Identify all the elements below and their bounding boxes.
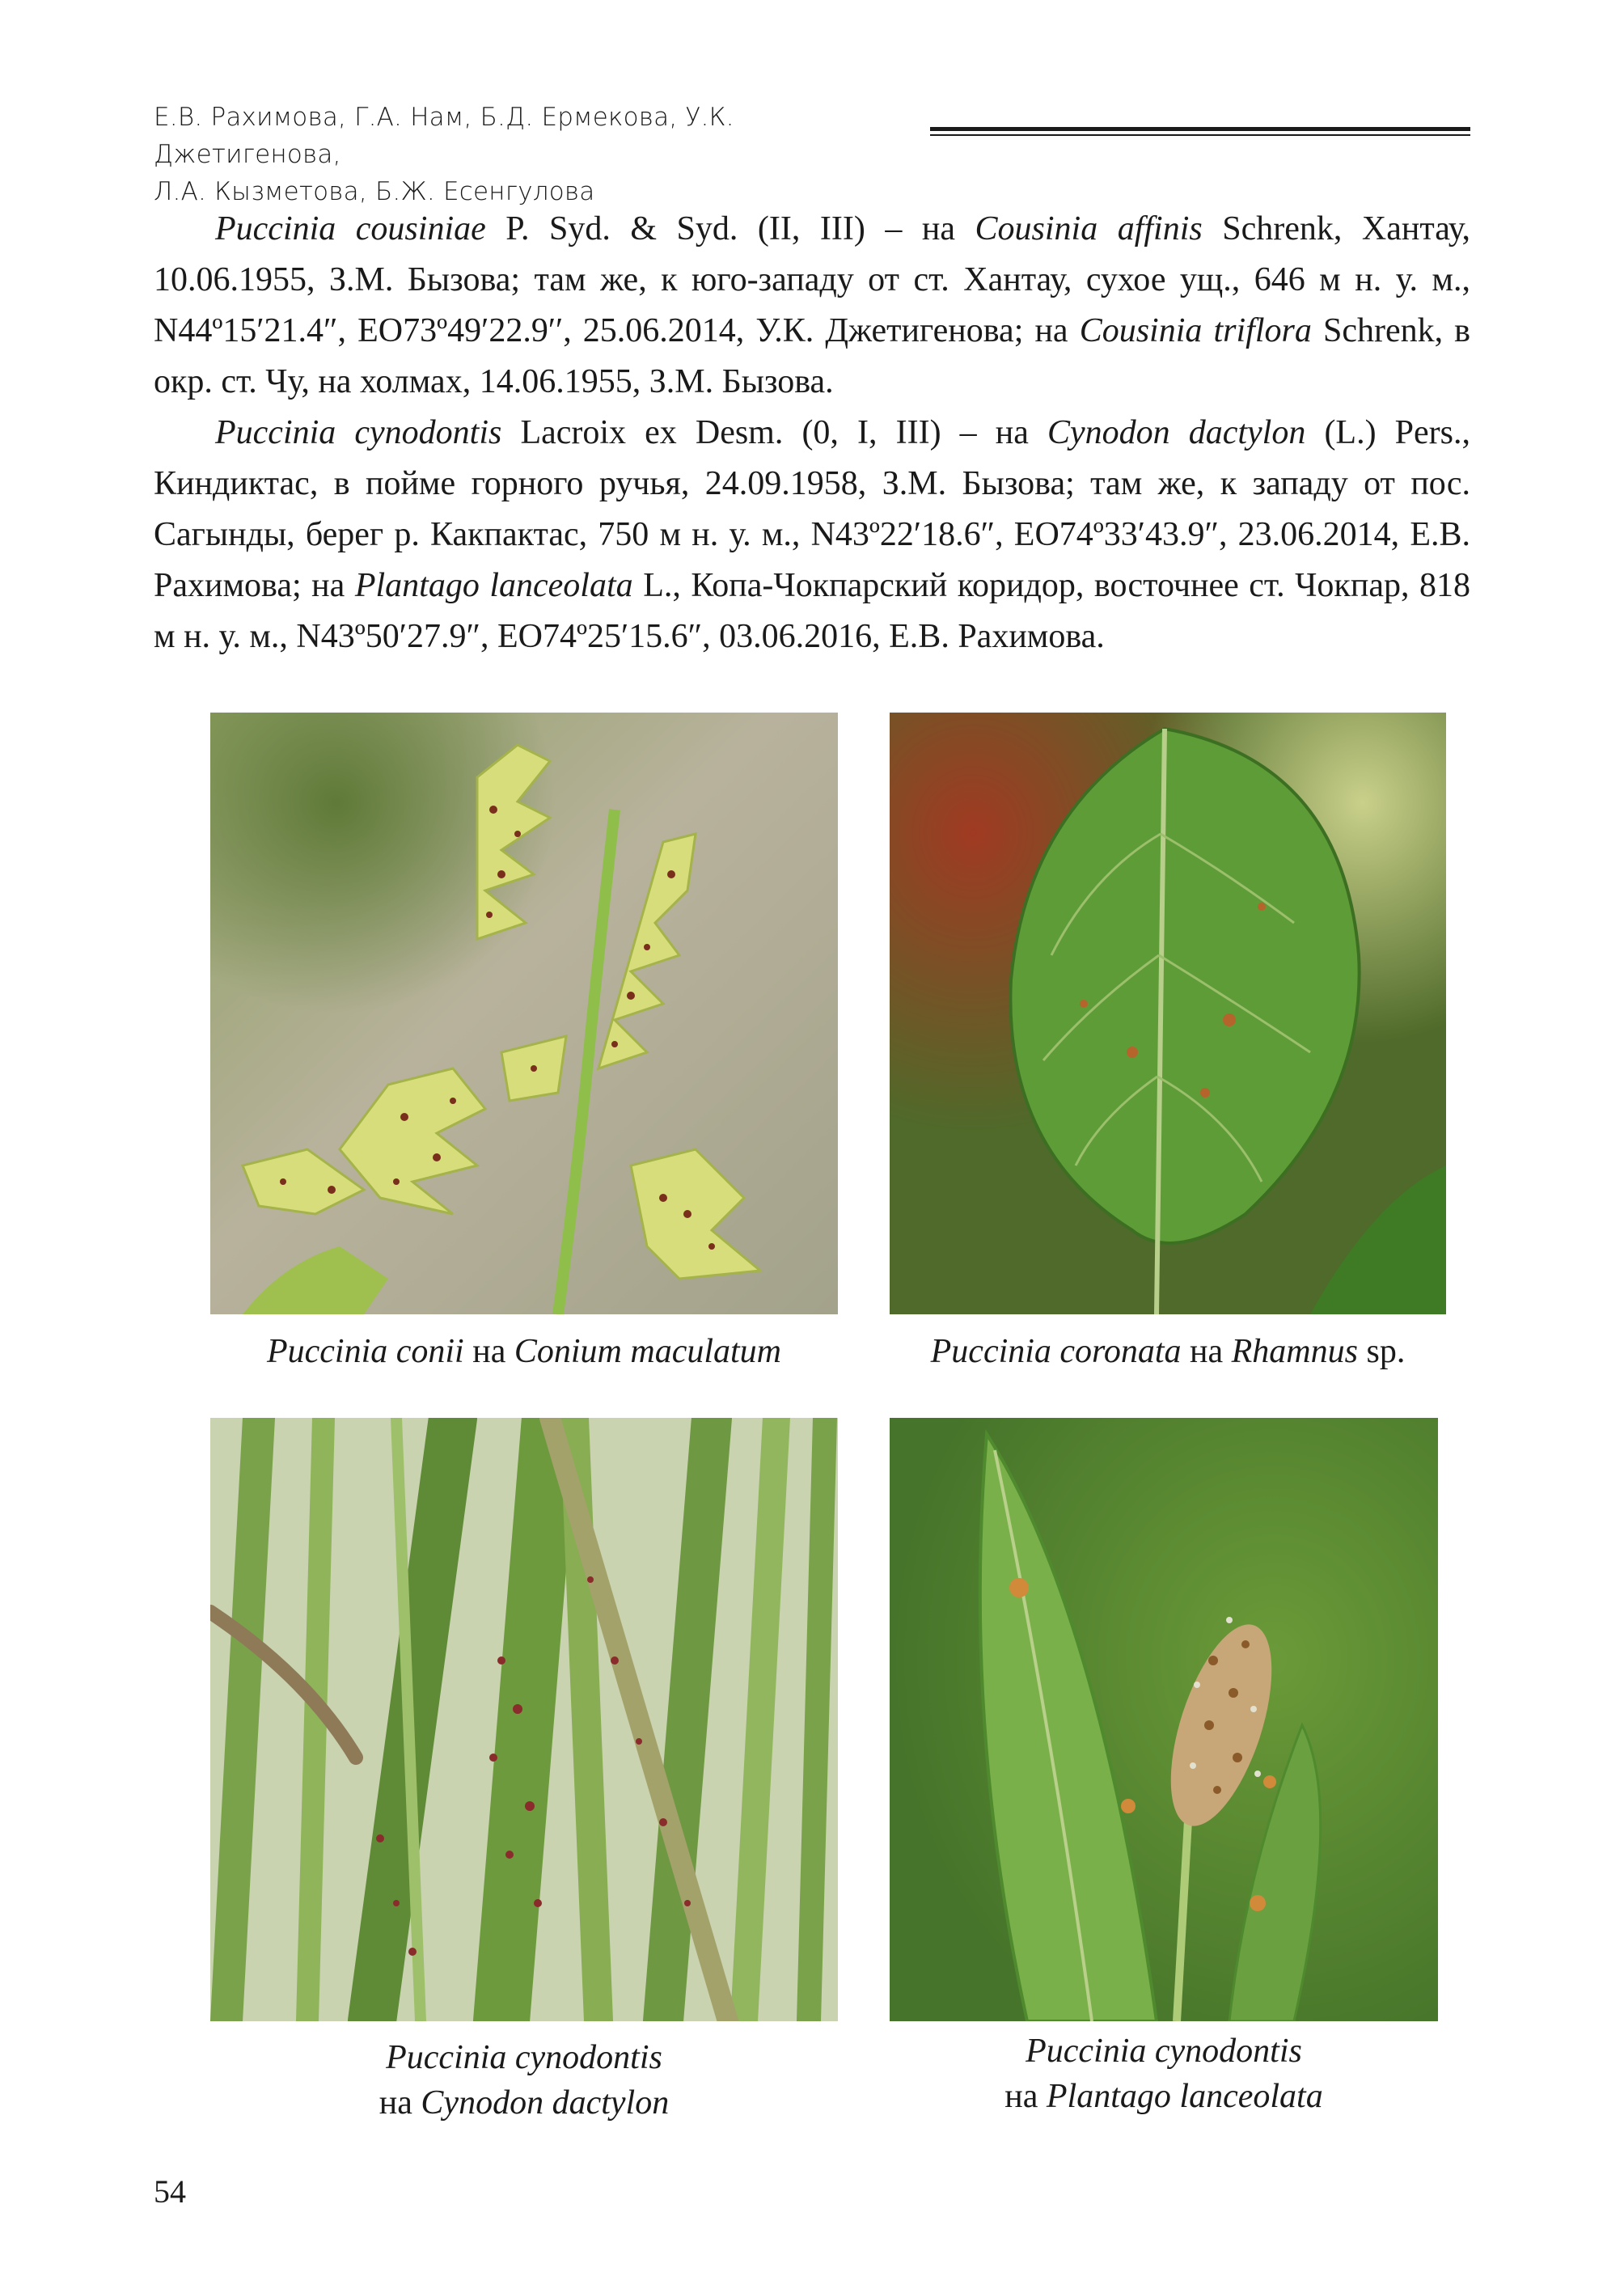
figure-caption-1 xyxy=(210,1329,838,1374)
species-name: Puccinia cousiniae xyxy=(215,210,486,247)
caption-connector: на xyxy=(379,2084,421,2122)
caption-host: Plantago lanceolata xyxy=(1046,2078,1323,2115)
species-name: Puccinia cynodontis xyxy=(215,414,502,451)
body-text xyxy=(154,204,1470,662)
species-authority: P. Syd. & Syd. (II, III) – на xyxy=(485,210,975,247)
caption-connector: на xyxy=(1004,2078,1047,2115)
photo-cynodon-dactylon xyxy=(210,1418,838,2021)
caption-species: Puccinia conii xyxy=(266,1333,464,1370)
caption-species: Puccinia cynodontis xyxy=(386,2039,662,2076)
caption-host: Conium maculatum xyxy=(514,1333,782,1370)
authors-line-1: Е.В. Рахимова, Г.А. Нам, Б.Д. Ермекова, У.К. Джетигенова, xyxy=(154,103,734,169)
host-name: Cousinia triflora xyxy=(1079,312,1312,349)
photo-plantago-lanceolata xyxy=(890,1418,1438,2021)
caption-suffix: sp. xyxy=(1357,1333,1406,1370)
figure-caption-4 xyxy=(890,2029,1438,2119)
host-name: Cousinia affinis xyxy=(975,210,1203,247)
record-text: Schrenk, Хантау, 10.06.1955, З.М. Бызова; там же, к юго-западу от ст. Хантау, сухое ущ., 646 м н. у. м., N44º15′21.4″, EO73º49′22.9′′, 25.06.2014, У.К. Джетигенова; на xyxy=(154,210,1471,349)
figure-caption-2 xyxy=(890,1329,1446,1374)
caption-species: Puccinia coronata xyxy=(930,1333,1182,1370)
header-double-rule xyxy=(930,127,1470,137)
photo-rhamnus xyxy=(890,713,1446,1314)
paragraph-puccinia-cousiniae xyxy=(154,204,1470,408)
record-text: Schrenk, в окр. ст. Чу, на холмах, 14.06.1955, З.М. Бызова. xyxy=(154,312,1471,400)
page-number: 54 xyxy=(154,2173,186,2210)
running-header-authors xyxy=(154,99,882,210)
caption-connector: на xyxy=(1181,1333,1232,1370)
figure-caption-3 xyxy=(210,2035,838,2126)
species-authority: Lacroix ex Desm. (0, I, III) – на xyxy=(501,414,1047,451)
caption-species: Puccinia cynodontis xyxy=(1026,2033,1302,2070)
host-name: Plantago lanceolata xyxy=(354,567,633,604)
caption-host: Rhamnus xyxy=(1231,1333,1358,1370)
host-name: Cynodon dactylon xyxy=(1047,414,1306,451)
authors-line-2: Л.А. Кызметова, Б.Ж. Есенгулова xyxy=(154,177,595,206)
record-text: L., Копа-Чокпарский коридор, восточнее ст. Чокпар, 818 м н. у. м., N43º50′27.9″, EO74º25′15.6″, 03.06.2016, Е.В. Рахимова. xyxy=(154,567,1470,655)
photo-conium-maculatum xyxy=(210,713,838,1314)
caption-host: Cynodon dactylon xyxy=(421,2084,670,2122)
caption-connector: на xyxy=(463,1333,514,1370)
record-text: (L.) Pers., Киндиктас, в пойме горного ручья, 24.09.1958, З.М. Бызова; там же, к западу от пос. Сагынды, берег р. Какпактас, 750 м н. у. м., N43º22′18.6″, EO74º33′43.9″, 23.06.2014, Е.В. Рахимова; на xyxy=(154,414,1470,604)
paragraph-puccinia-cynodontis xyxy=(154,408,1470,662)
